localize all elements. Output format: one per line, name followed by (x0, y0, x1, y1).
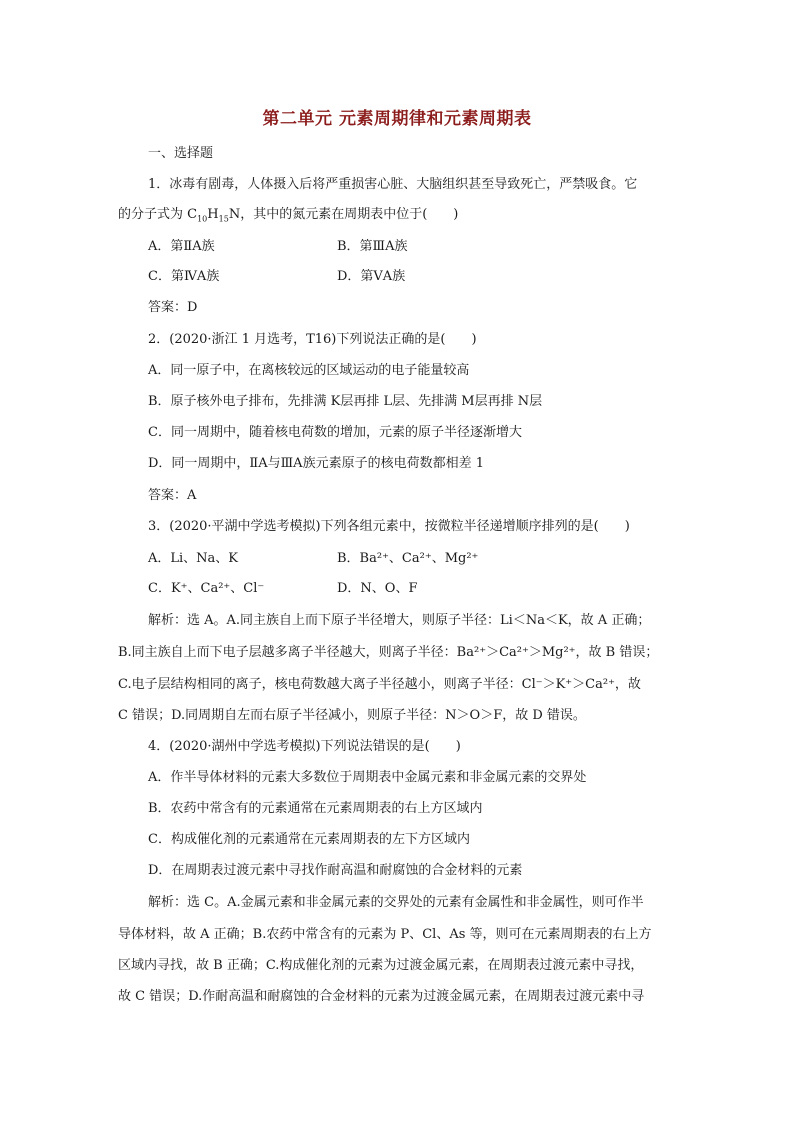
q1-answer: 答案：D (148, 300, 198, 315)
q1-option-d: D．第ⅤA族 (337, 269, 406, 284)
q4-explanation-line4: 故 C 错误；D.作耐高温和耐腐蚀的合金材料的元素为过渡金属元素，在周期表过渡元素中寻 (118, 989, 645, 1004)
q4-option-a: A．作半导体材料的元素大多数位于周期表中金属元素和非金属元素的交界处 (148, 770, 587, 785)
q4-option-d: D．在周期表过渡元素中寻找作耐高温和耐腐蚀的合金材料的元素 (148, 863, 523, 878)
q4-option-b: B．农药中常含有的元素通常在元素周期表的右上方区域内 (148, 801, 483, 816)
section-heading: 一、选择题 (148, 146, 214, 161)
page-title: 第二单元 元素周期律和元素周期表 (262, 109, 532, 129)
q2-option-b: B．原子核外电子排布，先排满 K层再排 L层、先排满 M层再排 N层 (148, 394, 543, 409)
q2-option-c: C．同一周期中，随着核电荷数的增加，元素的原子半径逐渐增大 (148, 425, 522, 440)
q4-explanation-line1: 解析：选 C。A.金属元素和非金属元素的交界处的元素有金属性和非金属性，则可作半 (148, 895, 644, 910)
q1-sub-carbon: 10 (197, 214, 208, 224)
q2-option-d: D．同一周期中，ⅡA与ⅢA族元素原子的核电荷数都相差 1 (148, 456, 484, 471)
q2-answer: 答案：A (148, 488, 197, 503)
q4-option-c: C．构成催化剂的元素通常在元素周期表的左下方区域内 (148, 832, 470, 847)
q1-stem-line2 (118, 206, 458, 224)
q3-option-a: A．Li、Na、K (148, 551, 239, 566)
q2-stem: 2．(2020·浙江 1 月选考，T16)下列说法正确的是( ) (148, 332, 477, 347)
q4-explanation-line2: 导体材料，故 A 正确；B.农药中常含有的元素为 P、Cl、As 等，则可在元素周期表的右上方 (118, 927, 652, 942)
q1-option-b: B．第ⅢA族 (337, 239, 408, 254)
q4-explanation-line3: 区域内寻找，故 B 正确；C.构成催化剂的元素为过渡金属元素，在周期表过渡元素中寻找， (118, 958, 644, 973)
q4-stem: 4．(2020·湖州中学选考模拟)下列说法错误的是( ) (148, 739, 461, 754)
q3-option-c: C．K⁺、Ca²⁺、Cl⁻ (148, 581, 265, 596)
q1-stem-text-c: N，其中的氮元素在周期表中位于( ) (228, 207, 459, 222)
q1-sub-hydrogen: 15 (218, 214, 229, 224)
q1-option-c: C．第ⅣA族 (148, 269, 220, 284)
q1-stem-text-a: 的分子式为 C (118, 207, 198, 222)
q3-explanation-line1: 解析：选 A。A.同主族自上而下原子半径增大，则原子半径：Li＜Na＜K，故 A 正确； (148, 613, 651, 628)
q3-explanation-line3: C.电子层结构相同的离子，核电荷数越大离子半径越小，则离子半径：Cl⁻＞K⁺＞Ca²⁺，故 (118, 677, 641, 692)
q3-option-d: D．N、O、F (337, 581, 418, 596)
q1-stem-text-b: H (207, 207, 219, 222)
q3-explanation-line2: B.同主族自上而下电子层越多离子半径越大，则离子半径：Ba²⁺＞Ca²⁺＞Mg²⁺，故 B 错误； (118, 645, 659, 660)
q1-option-a: A．第ⅡA族 (148, 239, 215, 254)
q3-option-b: B．Ba²⁺、Ca²⁺、Mg²⁺ (337, 551, 479, 566)
q2-option-a: A．同一原子中，在离核较远的区域运动的电子能量较高 (148, 363, 470, 378)
q3-explanation-line4: C 错误；D.同周期自左而右原子半径减小，则原子半径：N＞O＞F，故 D 错误。 (118, 708, 586, 723)
q1-stem-line1: 1．冰毒有剧毒，人体摄入后将严重损害心脏、大脑组织甚至导致死亡，严禁吸食。它 (148, 177, 638, 192)
q3-stem: 3．(2020·平湖中学选考模拟)下列各组元素中，按微粒半径递增顺序排列的是( ) (148, 519, 630, 534)
